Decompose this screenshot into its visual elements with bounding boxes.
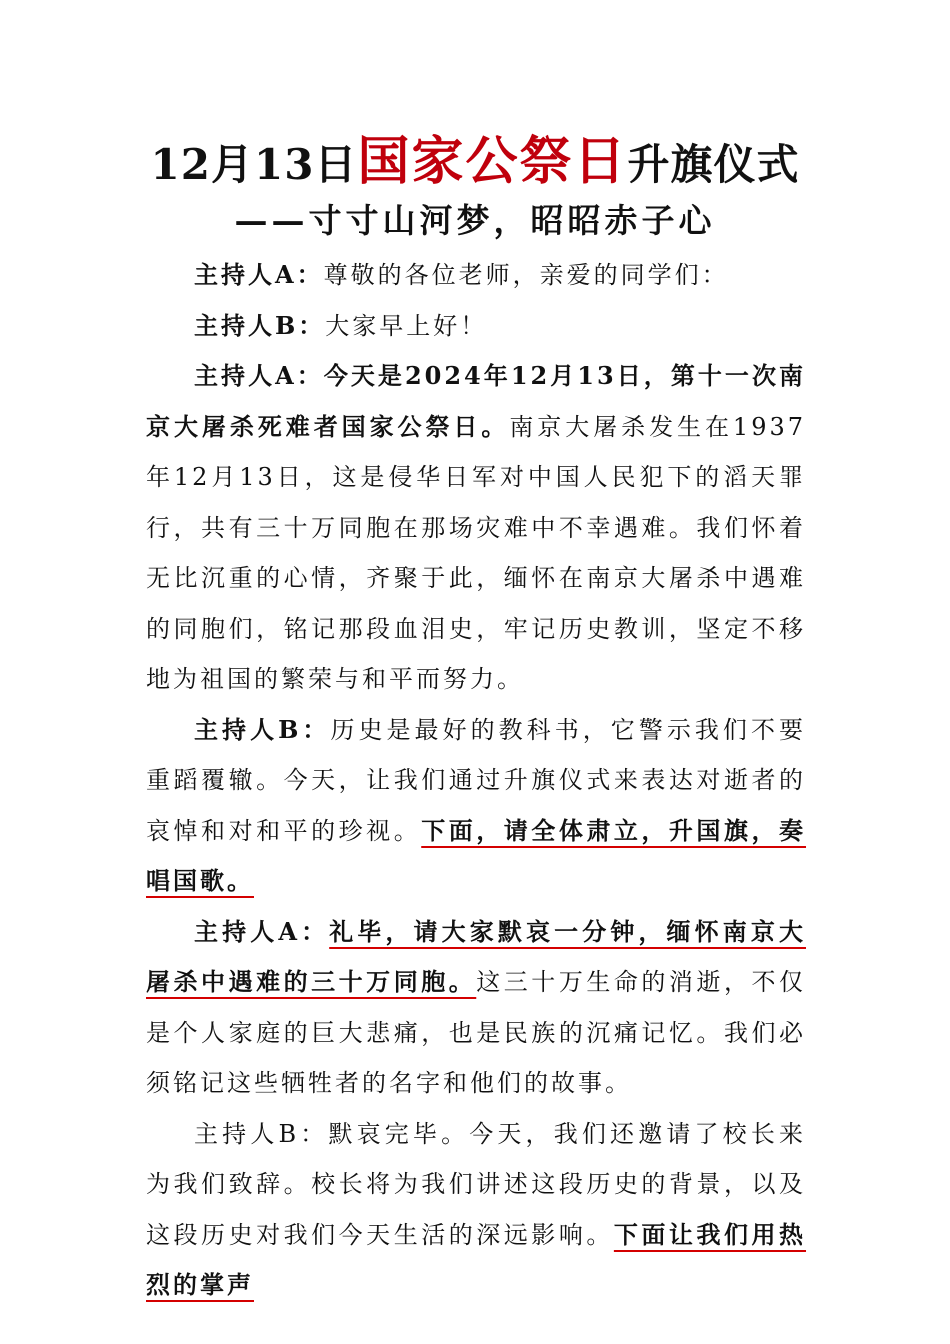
paragraph-2 (146, 301, 806, 352)
paragraph-underlined-text: 礼毕，请大家默哀一分钟，缅怀南京大屠杀中遇难的三十万同胞。 (146, 916, 806, 996)
speaker-label: 主持人B： (194, 1119, 329, 1148)
paragraph-text: 大家早上好！ (325, 311, 488, 340)
paragraph-text: 这三十万生命的消逝，不仅是个人家庭的巨大悲痛，也是民族的沉痛记忆。我们必须铭记这些牺牲者的名字和他们的故事。 (146, 968, 807, 1097)
paragraph-bold-text: 今天是2024年12月13日，第十一次南京大屠杀死难者国家公祭日。 (146, 361, 806, 441)
document-title (0, 132, 950, 195)
paragraph-underlined-text: 下面，请全体肃立，升国旗，奏唱国歌。 (146, 815, 807, 895)
speaker-label: 主持人A： (194, 260, 324, 289)
speaker-label: 主持人A： (194, 916, 330, 946)
speaker-label: 主持人A： (194, 361, 324, 390)
paragraph-3 (146, 351, 806, 705)
title-highlight: 国家公祭日 (357, 131, 628, 192)
paragraph-text: 南京大屠杀发生在1937年12月13日，这是侵华日军对中国人民犯下的滔天罪行，共有三十万同胞在那场灾难中不幸遇难。我们怀着无比沉重的心情，齐聚于此，缅怀在南京大屠杀中遇难的同胞们，铭记那段血泪史，牢记历史教训，坚定不移地为祖国的繁荣与和平而努力。 (146, 412, 807, 693)
paragraph-text: 尊敬的各位老师，亲爱的同学们： (323, 261, 729, 289)
paragraph-6 (146, 1109, 806, 1311)
paragraph-4 (146, 705, 806, 907)
title-suffix: 升旗仪式 (627, 140, 800, 189)
paragraph-underlined-text: 下面让我们用热烈的掌声 (146, 1219, 807, 1299)
document-subtitle: ——寸寸山河梦，昭昭赤子心 (234, 201, 716, 240)
document-body (146, 250, 806, 1311)
paragraph-1 (146, 250, 806, 301)
speaker-label: 主持人B： (194, 714, 331, 744)
paragraph-5 (146, 907, 806, 1109)
title-date: 12月13日 (150, 140, 358, 189)
speaker-label: 主持人B： (194, 310, 326, 340)
paragraph-text: 默哀完毕。今天，我们还邀请了校长来为我们致辞。校长将为我们讲述这段历史的背景，以及这段历史对我们今天生活的深远影响。 (146, 1119, 806, 1249)
paragraph-text: 历史是最好的教科书，它警示我们不要重蹈覆辙。今天，让我们通过升旗仪式来表达对逝者的哀悼和对和平的珍视。 (146, 715, 806, 845)
